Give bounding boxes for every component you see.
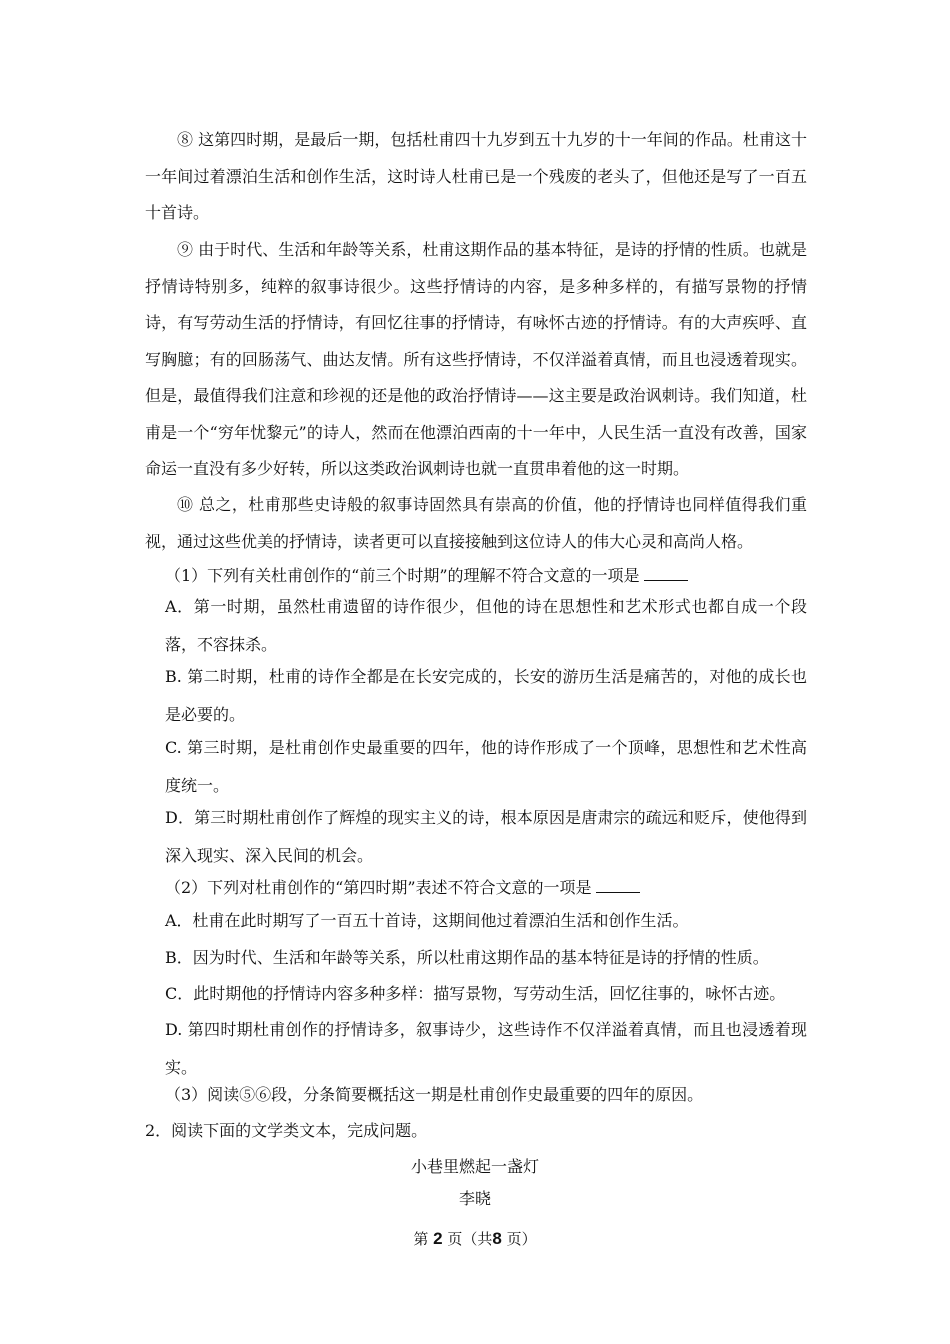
question-1-text: （1）下列有关杜甫创作的“前三个时期”的理解不符合文意的一项是 [165,566,640,585]
question-3-stem: （3）阅读⑤⑥段，分条简要概括这一期是杜甫创作史最重要的四年的原因。 [165,1085,704,1104]
footer-middle: 页（共 [447,1230,493,1248]
q2-option-d: D. 第四时期杜甫创作的抒情诗多，叙事诗少，这些诗作不仅洋溢着真情，而且也浸透着现实。 [165,1020,807,1077]
footer-suffix: 页） [506,1230,537,1248]
article-title: 小巷里燃起一盏灯 [410,1157,539,1176]
q1-option-d: D．第三时期杜甫创作了辉煌的现实主义的诗，根本原因是唐肃宗的疏远和贬斥，使他得到深入现实、深入民间的机会。 [165,808,807,865]
q2-option-a: A．杜甫在此时期写了一百五十首诗，这期间他过着漂泊生活和创作生活。 [165,911,689,930]
answer-blank [644,566,688,581]
paragraph-10: ⑩ 总之，杜甫那些史诗般的叙事诗固然具有崇高的价值，他的抒情诗也同样值得我们重视，通过这些优美的抒情诗，读者更可以直接接触到这位诗人的伟大心灵和高尚人格。 [145,495,807,551]
item-2-instruction: 2．阅读下面的文学类文本，完成问题。 [145,1121,428,1140]
paragraph-8: ⑧ 这第四时期，是最后一期，包括杜甫四十九岁到五十九岁的十一年间的作品。杜甫这十一年间过着漂泊生活和创作生活，这时诗人杜甫已是一个残废的老头了，但他还是写了一百五十首诗。 [145,130,807,222]
q2-option-c: C．此时期他的抒情诗内容多种多样：描写景物，写劳动生活，回忆往事的，咏怀古迹。 [165,984,786,1003]
article-author: 李晓 [458,1189,491,1208]
footer-prefix: 第 [413,1230,429,1248]
question-2-text: （2）下列对杜甫创作的“第四时期”表述不符合文意的一项是 [165,878,592,897]
footer-total-pages: 8 [492,1229,502,1248]
page-footer [0,1228,950,1249]
footer-page-number: 2 [433,1229,443,1248]
answer-blank [596,878,640,893]
q1-option-c: C. 第三时期，是杜甫创作史最重要的四年，他的诗作形成了一个顶峰，思想性和艺术性高度统一。 [165,738,807,795]
q1-option-a: A．第一时期，虽然杜甫遗留的诗作很少，但他的诗在思想性和艺术形式也都自成一个段落，不容抹杀。 [165,597,807,654]
q2-option-b: B．因为时代、生活和年龄等关系，所以杜甫这期作品的基本特征是诗的抒情的性质。 [165,948,769,967]
q1-option-b: B. 第二时期，杜甫的诗作全都是在长安完成的，长安的游历生活是痛苦的，对他的成长也是必要的。 [165,667,807,724]
paragraph-9: ⑨ 由于时代、生活和年龄等关系，杜甫这期作品的基本特征，是诗的抒情的性质。也就是抒情诗特别多，纯粹的叙事诗很少。这些抒情诗的内容，是多种多样的，有描写景物的抒情诗，有写劳动生活的抒情诗，有回忆往事的抒情诗，有咏怀古迹的抒情诗。有的大声疾呼、直写胸臆；有的回肠荡气、曲达友情。所有这些抒情诗，不仅洋溢着真情，而且也浸透着现实。但是，最值得我们注意和珍视的还是他的政治抒情诗——这主要是政治讽刺诗。我们知道，杜甫是一个“穷年忧黎元”的诗人，然而在他漂泊西南的十一年中，人民生活一直没有改善，国家命运一直没有多少好转，所以这类政治讽刺诗也就一直贯串着他的这一时期。 [145,240,807,478]
